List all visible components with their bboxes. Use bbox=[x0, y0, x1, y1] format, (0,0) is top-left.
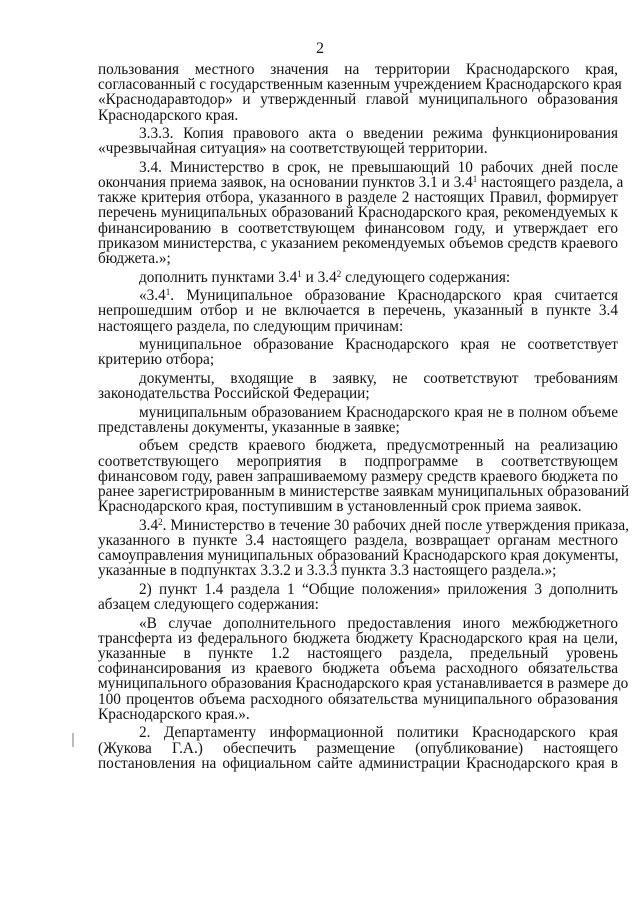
text-line: Краснодарского края.». bbox=[98, 705, 250, 723]
text-line: 100 процентов объема расходного обязательства муниципального образования bbox=[98, 690, 618, 708]
text-line: ранее зарегистрированным в министерстве заявкам муниципальных образований bbox=[98, 483, 630, 500]
text-line: финансовом году, равен запрашиваемому размеру средств краевого бюджета по bbox=[98, 467, 618, 485]
text-line: указанные в пункте 1.2 настоящего раздела, предельный уровень bbox=[98, 645, 618, 663]
text-line: пользования местного значения на территории Краснодарского края, bbox=[98, 61, 618, 78]
text-line: Краснодарского края, поступившим в установленный срок приема заявок. bbox=[98, 498, 582, 516]
text-line: 2. Департаменту информационной политики Краснодарского края bbox=[139, 724, 618, 742]
text-line: документы, входящие в заявку, не соответствуют требованиям bbox=[139, 369, 618, 387]
text-line: «В случае дополнительного предоставления иного межбюджетного bbox=[139, 614, 618, 632]
text-line: муниципального образования Краснодарского края устанавливается в размере до bbox=[98, 675, 629, 693]
text-line: «чрезвычайная ситуация» на соответствующей территории. bbox=[98, 140, 488, 158]
text-line: 3.4. Министерство в срок, не превышающий 10 рабочих дней после bbox=[139, 158, 618, 176]
text-line: указанные в подпунктах 3.3.2 и 3.3.3 пункта 3.3 настоящего раздела.»; bbox=[98, 562, 557, 580]
text-line: «Краснодаравтодор» и утвержденный главой муниципального образования bbox=[98, 91, 618, 109]
text-line: дополнить пунктами $3.4^1$ и $3.4^2$ следующего содержания: bbox=[139, 268, 511, 286]
text-line: самоуправления муниципальных образований Краснодарского края документы, bbox=[98, 547, 619, 565]
text-line: 2) пункт 1.4 раздела 1 “Общие положения» приложения 3 дополнить bbox=[139, 580, 618, 598]
text-line: постановления на официальном сайте администрации Краснодарского края в bbox=[98, 754, 618, 772]
text-line: абзацем следующего содержания: bbox=[98, 596, 319, 614]
text-line: непрошедшим отбор и не включается в перечень, указанный в пункте 3.4 bbox=[98, 302, 618, 320]
text-line: согласованный с государственным казенным учреждением Краснодарского края bbox=[98, 76, 622, 94]
text-line: муниципальным образованием Краснодарского края не в полном объеме bbox=[139, 403, 618, 421]
text-line: объем средств краевого бюджета, предусмотренный на реализацию bbox=[139, 437, 618, 455]
text-line: финансированию в соответствующем финансовом году, и утверждает его bbox=[98, 219, 618, 237]
text-line: перечень муниципальных образований Краснодарского края, рекомендуемых к bbox=[98, 204, 618, 222]
margin-mark bbox=[72, 733, 74, 747]
text-line: законодательства Российской Федерации; bbox=[98, 385, 370, 403]
text-line: муниципальное образование Краснодарского края не соответствует bbox=[139, 336, 618, 354]
text-line: 3.3.3. Копия правового акта о введении режима функционирования bbox=[139, 125, 618, 143]
page-number: 2 bbox=[316, 40, 324, 57]
text-line: настоящего раздела, по следующим причинам: bbox=[98, 317, 404, 335]
document-body bbox=[98, 61, 630, 772]
text-line: трансферта из федерального бюджета бюджету Краснодарского края на цели, bbox=[98, 629, 618, 647]
text-line: бюджета.»; bbox=[98, 250, 171, 268]
text-line: $3.4^2$. Министерство в течение 30 рабочих дней после утверждения приказа, bbox=[139, 516, 629, 534]
text-line: «$3.4^1$. Муниципальное образование Краснодарского края считается bbox=[139, 287, 618, 305]
text-line: Краснодарского края. bbox=[98, 106, 239, 124]
text-line: представлены документы, указанные в заявке; bbox=[98, 418, 400, 436]
text-line: указанного в пункте 3.4 настоящего раздела, возвращает органам местного bbox=[98, 531, 618, 549]
text-line: соответствующего мероприятия в подпрограмме в соответствующем bbox=[98, 452, 618, 470]
text-line: софинансирования из краевого бюджета объема расходного обязательства bbox=[98, 660, 618, 678]
text-line: (Жукова Г.А.) обеспечить размещение (опубликование) настоящего bbox=[98, 739, 618, 757]
text-line: окончания приема заявок, на основании пунктов 3.1 и $3.4^1$ настоящего раздела, а bbox=[98, 174, 624, 192]
text-line: приказом министерства, с указанием рекомендуемых объемов средств краевого bbox=[98, 234, 618, 252]
text-line: критерию отбора; bbox=[98, 351, 215, 369]
text-line: также критерия отбора, указанного в разделе 2 настоящих Правил, формирует bbox=[98, 189, 618, 207]
